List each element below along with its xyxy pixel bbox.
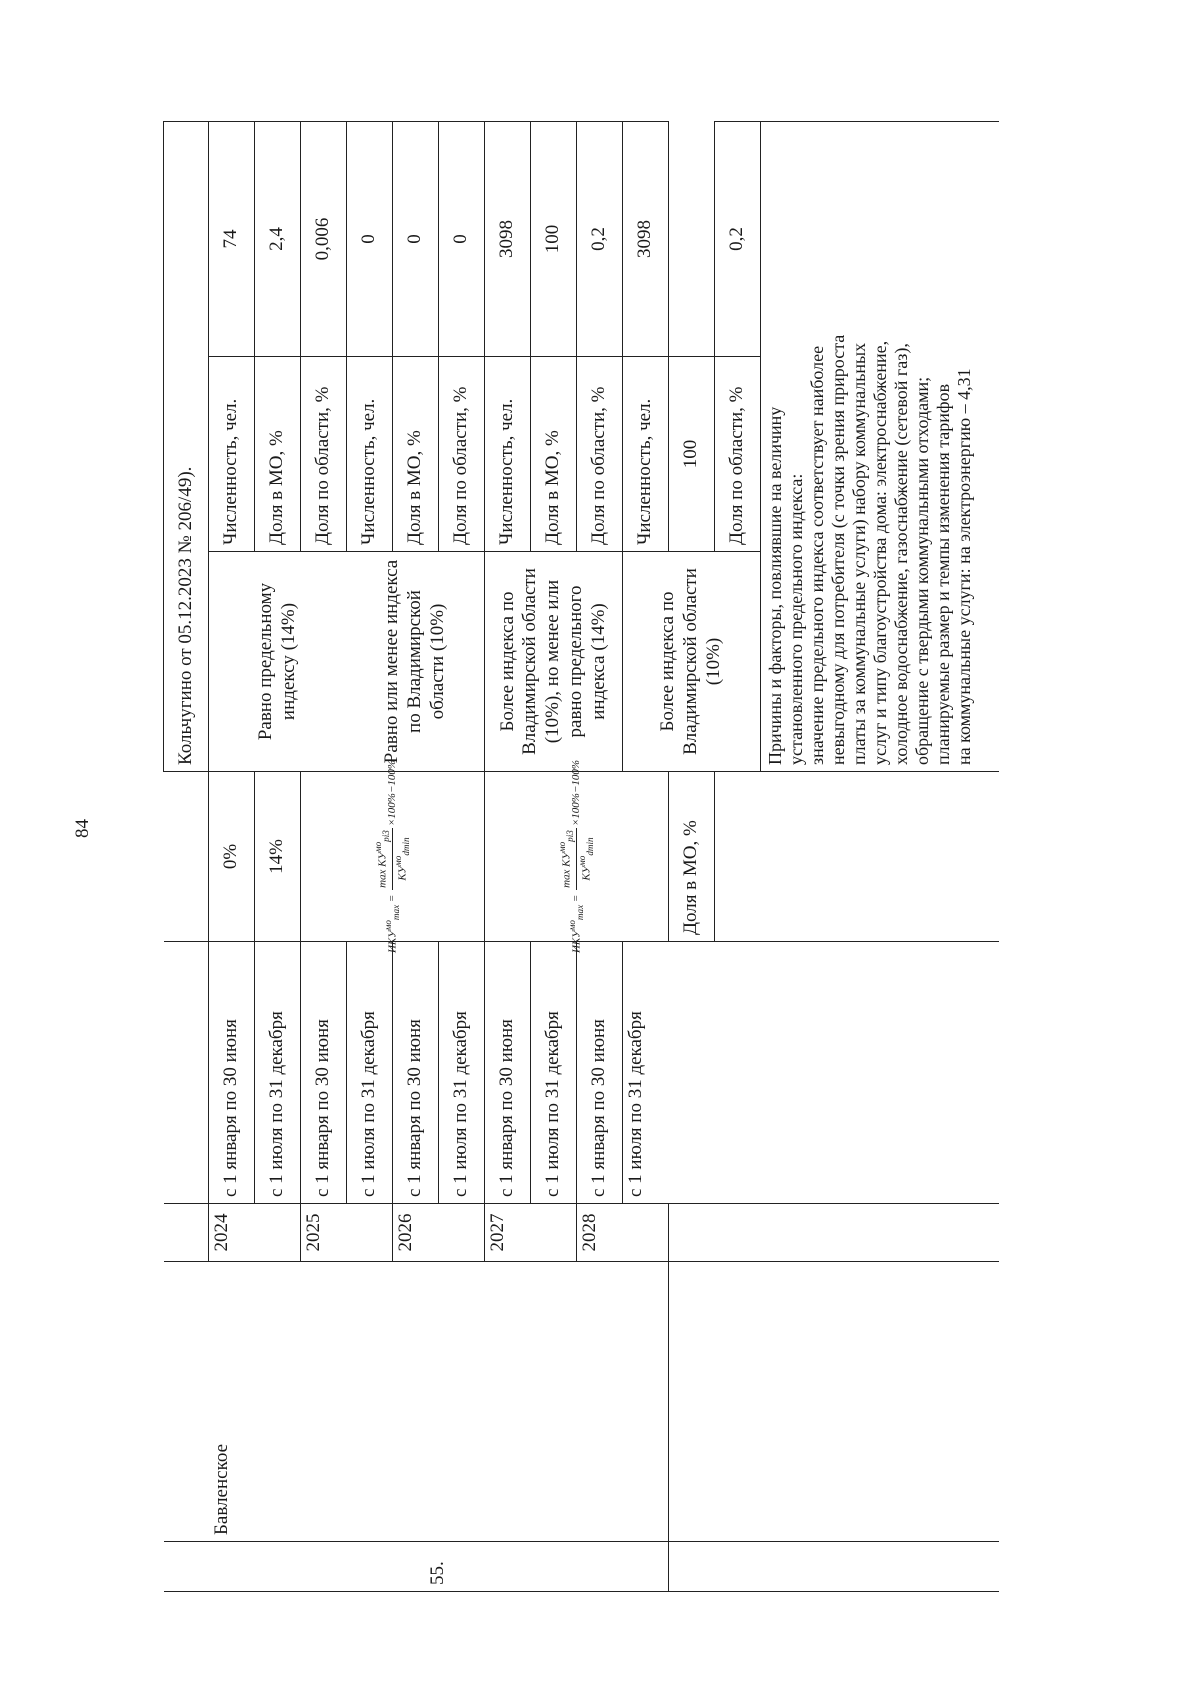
period-2026-1: с 1 января по 30 июня: [393, 942, 439, 1204]
index-2024-1: 0%: [209, 772, 255, 942]
metric-value: 0,2: [577, 121, 623, 356]
metric-name: Доля в МО, %: [531, 357, 577, 552]
period-2027-2: с 1 июля по 31 декабря: [531, 942, 577, 1204]
municipality-cell: [164, 1262, 209, 1542]
reasons-line: обращение с твердыми коммунальными отходами;: [912, 376, 933, 765]
metric-value: 0: [439, 121, 485, 356]
period-2024-2: с 1 июля по 31 декабря: [255, 942, 301, 1204]
formula-cell-1: [301, 759, 485, 954]
year-2028: 2028: [579, 1213, 600, 1252]
metric-value: 2,4: [255, 121, 301, 356]
reasons-line: Причины и факторы, повлиявшие на величину: [765, 406, 785, 765]
year-2024: 2024: [211, 1213, 232, 1252]
municipality-cell-continued: [669, 1262, 999, 1542]
reasons-line: услуг и типу благоустройства дома: электроснабжение,: [870, 340, 891, 765]
metric-name: Численность, чел.: [623, 357, 669, 552]
reasons-text: [761, 121, 999, 771]
metric-name: Доля по области, %: [301, 357, 347, 552]
municipality-name: Бавленское: [210, 1443, 232, 1535]
formula-lhs: $ИКУ^{мо}_{max}$: [567, 904, 585, 954]
index-2024-2: 14%: [255, 772, 301, 942]
metric-value: 74: [209, 121, 255, 356]
reasons-line: на коммунальные услуги: на электроэнергию – 4,31: [954, 368, 975, 765]
index-cell: [164, 772, 209, 942]
group-label-2: Равно или менее индекса по Владимирской области (10%): [347, 552, 485, 772]
year-2025: 2025: [303, 1213, 324, 1252]
index-formula: $ИКУ^{мо}_{max}$ = $\max КУ^{мо}_{pi3}$ $КУ^{мо}_{dmin}$ ×100%−100%: [373, 759, 411, 954]
period-2024-1: с 1 января по 30 июня: [209, 942, 255, 1204]
indices-table: [163, 121, 999, 1592]
year-cell: [164, 1204, 209, 1262]
formula-tail: ×100%−100%: [569, 759, 582, 827]
row-number-cell: [164, 1542, 209, 1592]
formula-fraction: $\max КУ^{мо}_{pi3}$ $КУ^{мо}_{dmin}$: [373, 830, 411, 888]
formula-cell-2: [485, 759, 669, 954]
page-number: 84: [72, 819, 93, 838]
metric-value: 100: [669, 357, 715, 552]
year-2026: 2026: [395, 1213, 416, 1252]
year-2027: 2027: [487, 1213, 508, 1252]
metric-name: Доля в МО, %: [255, 357, 301, 552]
formula-fraction: $\max КУ^{мо}_{pi3}$ $КУ^{мо}_{dmin}$: [557, 830, 595, 888]
row-number: 55.: [426, 1561, 448, 1585]
reasons-line: установленного предельного индекса:: [786, 473, 807, 765]
indices-table-rotated: [163, 122, 1093, 1592]
formula-lhs: $ИКУ^{мо}_{max}$: [383, 904, 401, 954]
metric-name: Численность, чел.: [485, 357, 531, 552]
group-label-1: Равно предельному индексу (14%): [209, 552, 347, 772]
formula-tail: ×100%−100%: [385, 759, 398, 827]
group-label-3: Более индекса по Владимирской области (10%), но менее или равно предельного индекса (14%): [485, 552, 623, 772]
metric-value: 100: [531, 121, 577, 356]
period-2027-1: с 1 января по 30 июня: [485, 942, 531, 1204]
reasons-line: значение предельного индекса соответствует наиболее: [807, 345, 828, 765]
header-continuation: Кольчугино от 05.12.2023 № 206/49).: [164, 121, 209, 771]
formula-cell-blank: [715, 772, 999, 942]
period-cell: [164, 942, 209, 1204]
period-2028-2: с 1 июля по 31 декабря: [623, 942, 999, 1204]
metric-value: 3098: [623, 121, 669, 356]
metric-value: 0,006: [301, 121, 347, 356]
metric-name: Доля в МО, %: [669, 772, 715, 942]
metric-value: 0,2: [715, 121, 761, 356]
metric-name: Доля по области, %: [439, 357, 485, 552]
metric-name: Доля в МО, %: [393, 357, 439, 552]
reasons-line: платы за коммунальные услуги) набору коммунальных: [849, 342, 870, 765]
metric-value: 0: [347, 121, 393, 356]
reasons-line: холодное водоснабжение, газоснабжение (сетевой газ),: [891, 343, 912, 765]
metric-value: 0: [393, 121, 439, 356]
year-cell-continued: [669, 1204, 999, 1262]
period-2028-1: с 1 января по 30 июня: [577, 942, 623, 1204]
row-number-cell-continued: [669, 1542, 999, 1592]
metric-name: Доля по области, %: [577, 357, 623, 552]
metric-value: 3098: [485, 121, 531, 356]
period-2025-1: с 1 января по 30 июня: [301, 942, 347, 1204]
reasons-line: невыгодному для потребителя (с точки зрения прироста: [828, 334, 849, 765]
metric-name: Доля по области, %: [715, 357, 761, 552]
metric-name: Численность, чел.: [209, 357, 255, 552]
period-2026-2: с 1 июля по 31 декабря: [439, 942, 485, 1204]
period-2025-2: с 1 июля по 31 декабря: [347, 942, 393, 1204]
index-formula: $ИКУ^{мо}_{max}$ = $\max КУ^{мо}_{pi3}$ $КУ^{мо}_{dmin}$ ×100%−100%: [557, 759, 595, 954]
group-label-4: Более индекса по Владимирской области (10%): [623, 552, 761, 772]
reasons-line: планируемые размер и темпы изменения тарифов: [933, 383, 954, 765]
metric-name: Численность, чел.: [347, 357, 393, 552]
